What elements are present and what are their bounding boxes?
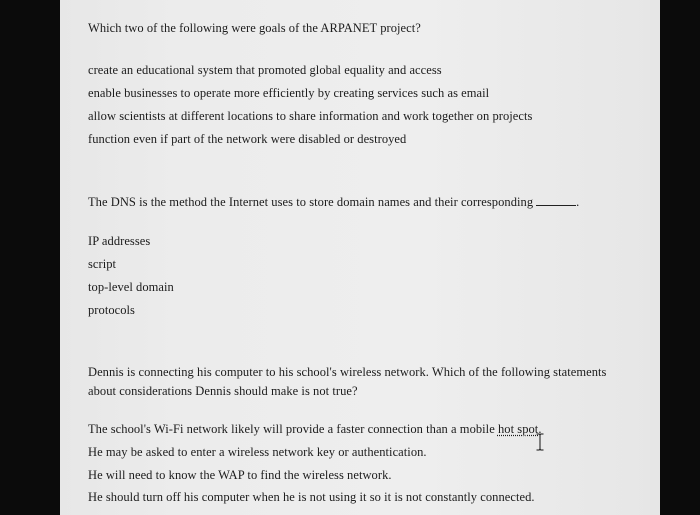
answer-blank	[536, 194, 576, 206]
question-1-option-2: enable businesses to operate more efficiently by creating services such as email	[88, 86, 490, 100]
question-2-option-3: top-level domain	[88, 280, 174, 294]
question-3-option-1	[88, 421, 542, 437]
question-1-option-3: allow scientists at different locations to share information and work together on projects	[88, 109, 533, 123]
question-2-period: .	[576, 195, 580, 209]
question-2-stem: The DNS is the method the Internet uses to store domain names and their corresponding	[88, 195, 534, 209]
question-2-option-2: script	[88, 257, 117, 271]
hot-spot-link[interactable]: hot spot	[497, 422, 539, 436]
question-3-option-3: He will need to know the WAP to find the wireless network.	[88, 468, 392, 482]
question-1-option-1: create an educational system that promoted global equality and access	[88, 63, 442, 77]
question-3-text-line-2: about considerations Dennis should make is not true?	[88, 384, 358, 398]
text-cursor-icon	[536, 433, 544, 451]
question-1-option-4: function even if part of the network were disabled or destroyed	[88, 132, 407, 146]
question-3-option-4: He should turn off his computer when he is not using it so it is not constantly connected.	[88, 490, 535, 504]
question-3-option-1-text: The school's Wi-Fi network likely will provide a faster connection than a mobile	[88, 422, 498, 436]
question-3-option-2: He may be asked to enter a wireless network key or authentication.	[88, 445, 427, 459]
question-3-option-1-period: .	[538, 422, 542, 436]
question-3-text-line-1: Dennis is connecting his computer to his school's wireless network. Which of the following statements	[88, 365, 607, 379]
question-2-text	[88, 194, 579, 210]
question-2-option-1: IP addresses	[88, 234, 151, 248]
question-2-option-4: protocols	[88, 303, 135, 317]
question-1-text: Which two of the following were goals of the ARPANET project?	[88, 21, 421, 35]
